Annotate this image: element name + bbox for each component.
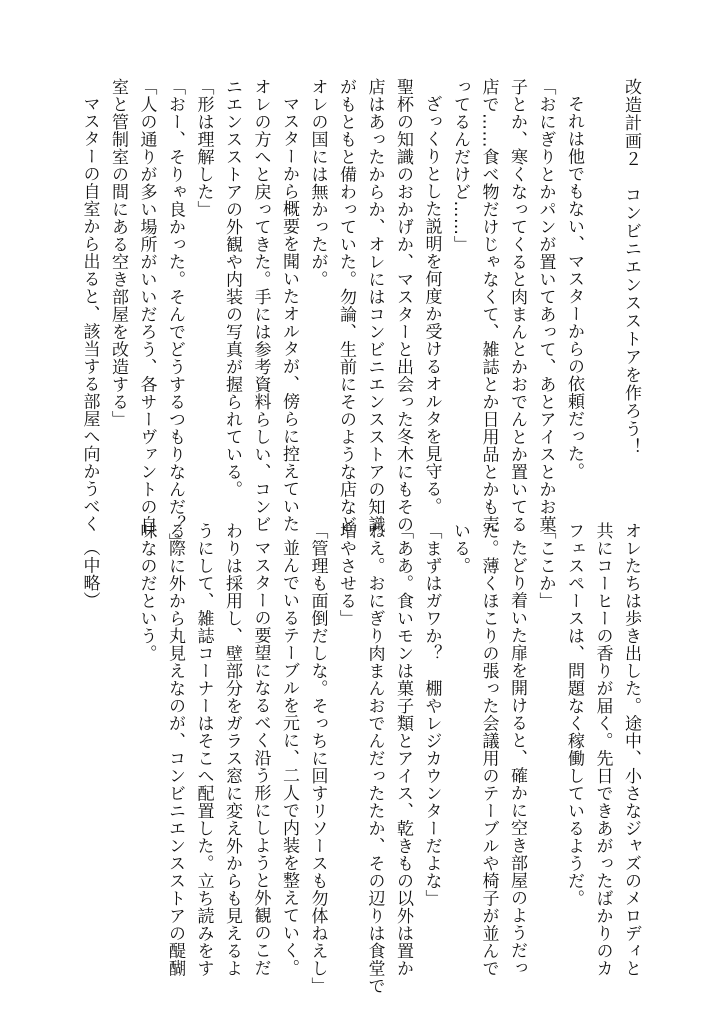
dialogue-line: 増やさせる」 (336, 522, 356, 627)
dialogue-line: 室と管制室の間にある空き部屋を改造する」 (108, 78, 128, 428)
paragraph-line: ざっくりとした説明を何度か受けるオルタを見守る。 (421, 95, 442, 515)
paragraph-line: がもともと備わっていた。勿論、生前にそのような店など (336, 78, 356, 533)
title-spacer (588, 78, 617, 508)
section-spacer (104, 522, 133, 952)
dialogue-line: 「管理も面倒だしな。そっちに回すリソースも勿体ねえし」 (307, 522, 328, 995)
upper-text-block (75, 78, 645, 551)
paragraph-line: わりは採用し、壁部分をガラス窓に変え外からも見えるよ (222, 522, 242, 977)
paragraph-line: マスターの自室から出ると、該当する部屋へ向かうべく (79, 95, 100, 533)
dialogue-line: ねえ。おにぎり肉まんおでんだったたか、その辺りは食堂で (364, 522, 385, 995)
paragraph-line: る際に外から丸見えなのが、コンビニエンスストアの醍醐 (165, 522, 185, 977)
paragraph-line: フェスペースは、問題なく稼働しているようだ。 (564, 522, 584, 907)
dialogue-line: 「おにぎりとかパンが置いてあって、あとアイスとかお菓 (535, 78, 556, 533)
omission-marker: （中略） (79, 539, 100, 609)
paragraph-line: ニエンスストアの外観や内装の写真が握られている。 (222, 78, 242, 498)
dialogue-line: 店で……食べ物だけじゃなくて、雑誌とか日用品とかも売 (478, 78, 499, 533)
paragraph-line: たどり着いた扉を開けると、確かに空き部屋のようだっ (507, 539, 527, 977)
chapter-title: 改造計画２ コンビニエンスストアを作ろう！ (621, 78, 641, 456)
paragraph-line: 店はあったからか、オレにはコンビニエンスストアの知識 (364, 78, 385, 533)
paragraph-line: マスターから概要を聞いたオルタが、傍らに控えていた (279, 95, 299, 533)
lower-text-block (75, 522, 645, 995)
dialogue-line: 「ああ。食いモンは菓子類とアイス、乾きもの以外は置か (393, 522, 413, 977)
paragraph-line: それは他でもない、マスターからの依頼だった。 (564, 95, 584, 480)
dialogue-line: 「おー、そりゃ良かった。そんでどうするつもりなんだ？」 (165, 78, 185, 551)
paragraph-line: オレたちは歩き出した。途中、小さなジャズのメロディと (621, 522, 641, 977)
dialogue-line: 「形は理解した」 (193, 78, 214, 218)
paragraph-line: オレの方へと戻ってきた。手には参考資料らしい、コンビ (250, 78, 271, 533)
paragraph-line: オレの国には無かったが。 (307, 78, 328, 288)
dialogue-line: 「ここか」 (535, 522, 556, 610)
dialogue-line: 子とか、寒くなってくると肉まんとかおでんとか置いてる (507, 78, 527, 533)
paragraph-line: いる。 (450, 522, 470, 575)
paragraph-line: マスターの要望になるべく沿う形にしようと外観のこだ (250, 539, 271, 977)
dialogue-line: 「人の通りが多い場所がいいだろう、各サーヴァントの自 (136, 78, 157, 533)
paragraph-line: 味なのだという。 (136, 522, 157, 662)
dialogue-line: 「まずはガワか？ 棚やレジカウンターだよな」 (421, 522, 442, 907)
paragraph-line: 聖杯の知識のおかげか、マスターと出会った冬木にもその (393, 78, 413, 533)
paragraph-line: 並んでいるテーブルを元に、二人で内装を整えていく。 (279, 539, 299, 977)
dialogue-line: ってるんだけど……」 (450, 78, 470, 253)
paragraph-line: うにして、雑誌コーナーはそこへ配置した。立ち読みをす (193, 522, 214, 977)
paragraph-line: 共にコーヒーの香りが届く。先日できあがったばかりのカ (592, 522, 613, 977)
paragraph-line: た。薄くほこりの張った会議用のテーブルや椅子が並んで (478, 522, 499, 977)
